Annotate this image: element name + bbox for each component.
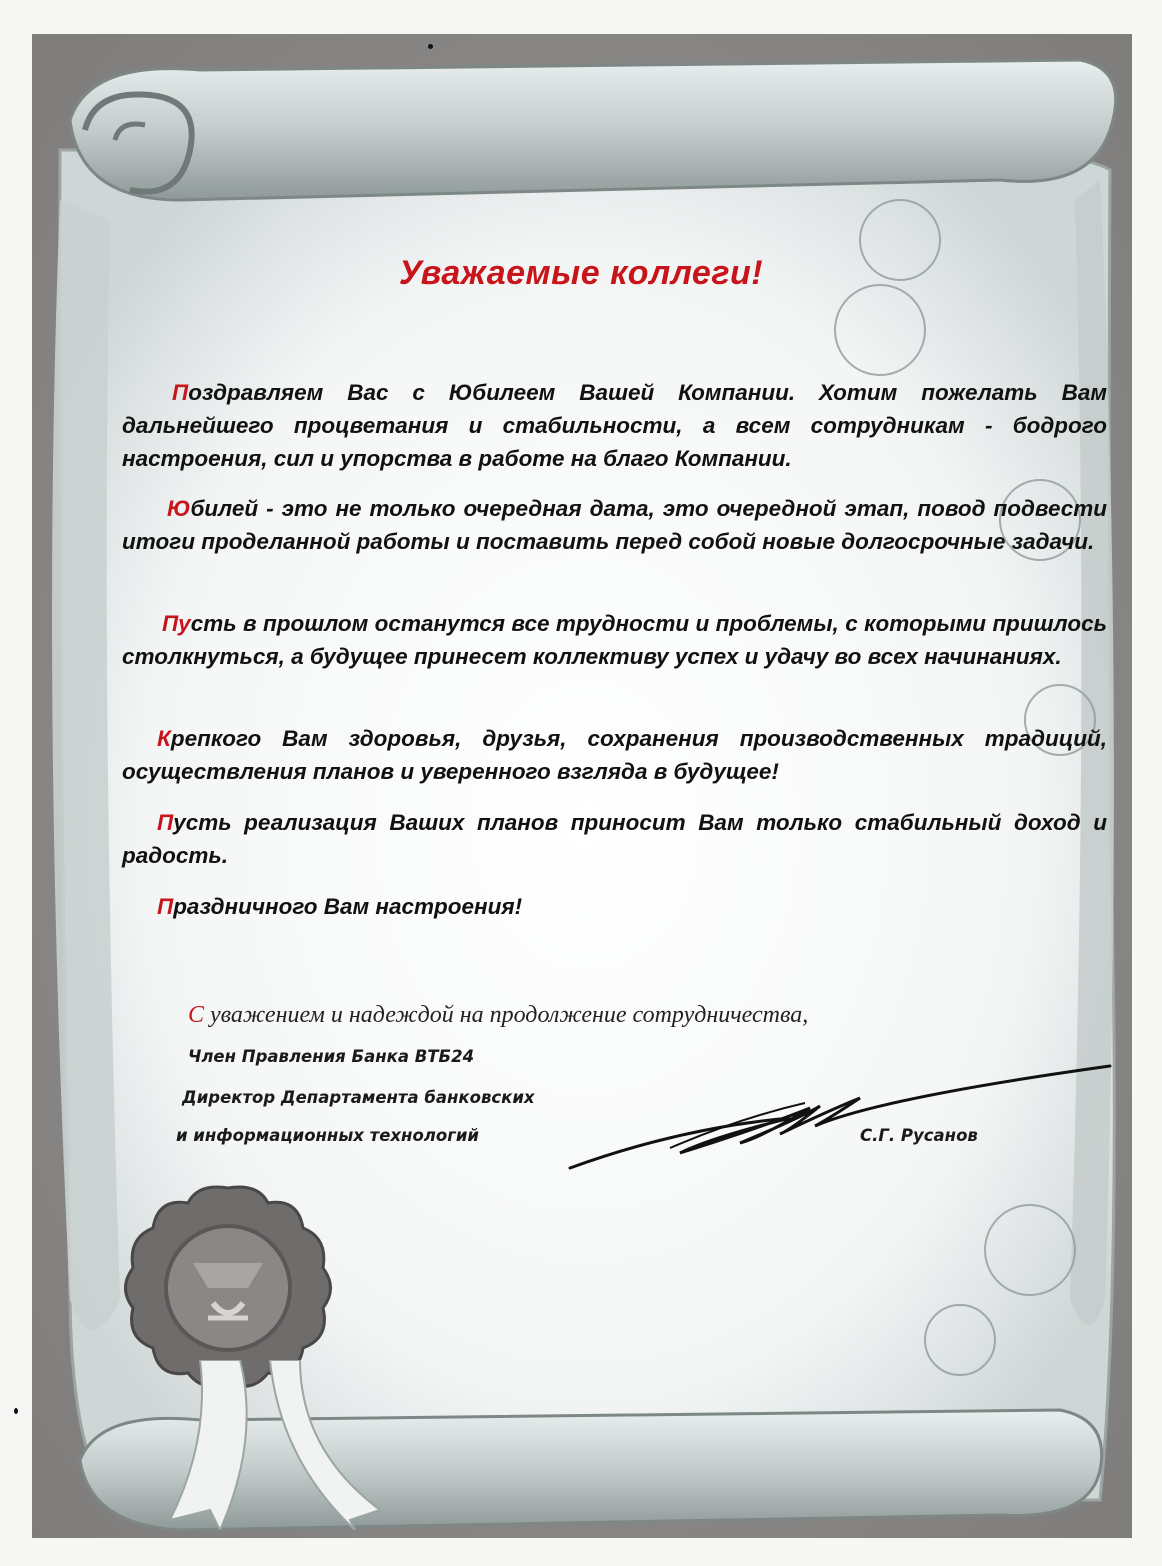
paragraph-6: Праздничного Вам настроения!: [157, 894, 523, 919]
signatory-name: С.Г. Русанов: [860, 1126, 978, 1145]
paragraph-4: Крепкого Вам здоровья, друзья, сохранения производственных традиций, осуществления планов и уверенного взгляда в будущее!: [122, 726, 1107, 784]
paragraph-1: Поздравляем Вас с Юбилеем Вашей Компании. Хотим пожелать Вам дальнейшего процветания и стабильности, а всем сотрудникам - бодрого настроения, сил и упорства в работе на благо Компании.: [122, 380, 1107, 471]
handwritten-signature: [560, 1058, 1120, 1188]
paragraph-3: Пусть в прошлом останутся все трудности и проблемы, с которыми пришлось столкнуться, а будущее принесет коллективу успех и удачу во всех начинаниях.: [122, 611, 1107, 669]
ribbon-bow-icon: [150, 1360, 410, 1530]
paragraph-5: Пусть реализация Ваших планов приносит Вам только стабильный доход и радость.: [122, 810, 1107, 868]
paragraph-2: Юбилей - это не только очередная дата, это очередной этап, повод подвести итоги проделанной работы и поставить перед собой новые долгосрочные задачи.: [122, 496, 1107, 554]
signatory-position-2: Директор Департамента банковских: [182, 1088, 535, 1107]
scan-speck: [14, 1408, 18, 1414]
closing-phrase: С уважением и надеждой на продолжение сотрудничества,: [188, 1002, 809, 1028]
scan-speck: [428, 44, 433, 49]
letter-title: Уважаемые коллеги!: [398, 254, 764, 292]
signatory-position-3: и информационных технологий: [176, 1126, 479, 1145]
signatory-position-1: Член Правления Банка ВТБ24: [188, 1047, 475, 1066]
